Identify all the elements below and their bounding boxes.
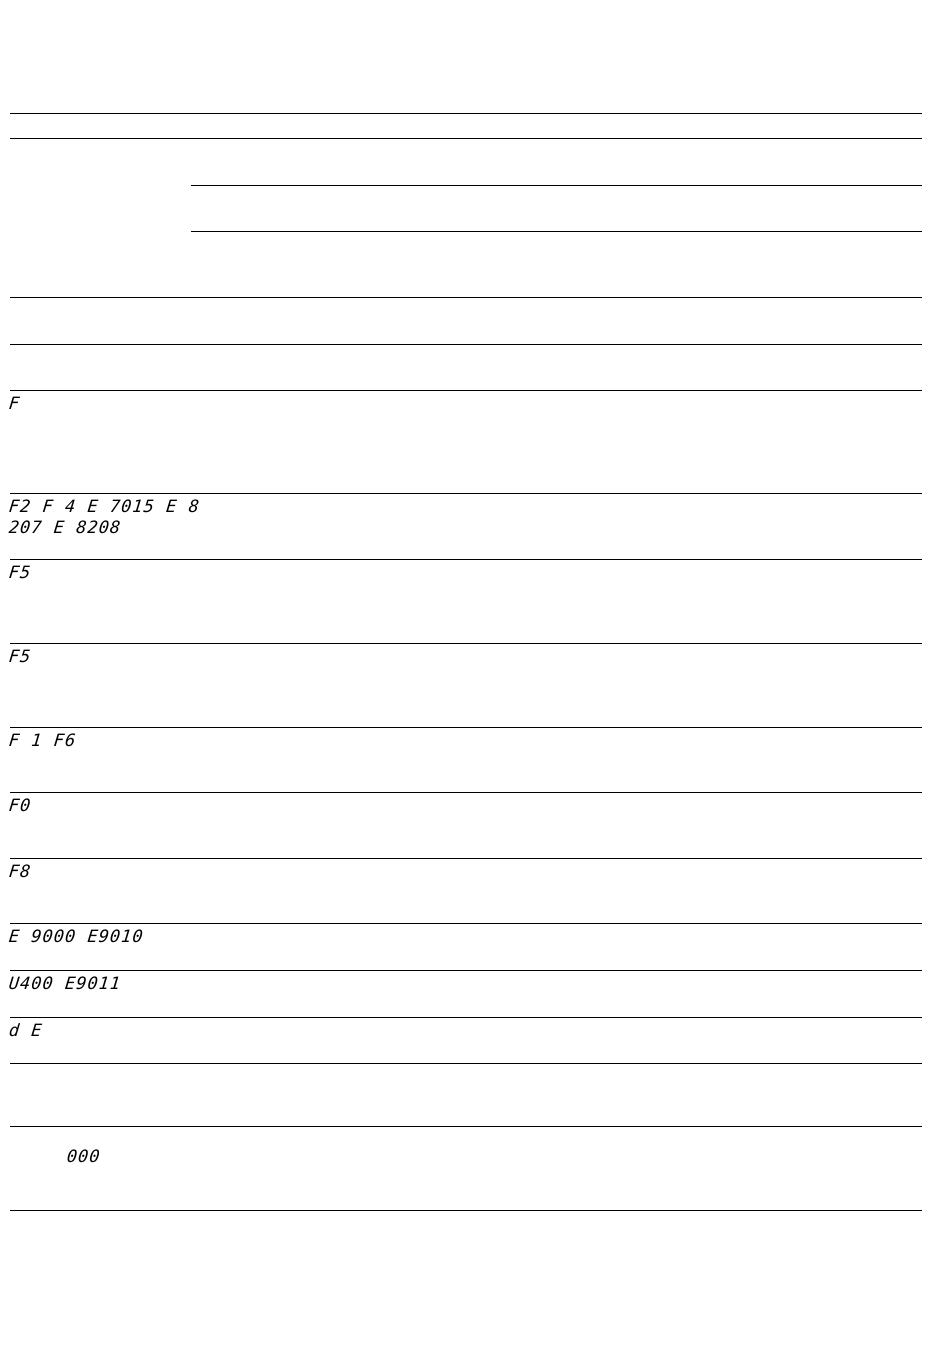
- row-rule: [10, 1017, 922, 1018]
- error-code: F0: [7, 796, 33, 816]
- table-top-rule: [10, 113, 922, 114]
- row-rule: [10, 390, 922, 391]
- row-rule: [10, 1126, 922, 1127]
- row-rule: [10, 344, 922, 345]
- header-rule: [10, 138, 922, 139]
- error-code: F2 F 4 E 7015 E 8: [7, 497, 201, 517]
- error-code: F 1 F6: [7, 731, 78, 751]
- row-rule: [10, 559, 922, 560]
- row-rule: [10, 792, 922, 793]
- error-code: F: [7, 394, 22, 414]
- error-code: 207 E 8208: [7, 518, 123, 538]
- error-code: U400 E9011: [7, 974, 123, 994]
- row-rule: [10, 493, 922, 494]
- sub-rule: [191, 185, 922, 186]
- error-code: d E: [7, 1021, 44, 1041]
- row-rule: [10, 1063, 922, 1064]
- error-code: F8: [7, 862, 33, 882]
- row-rule: [10, 923, 922, 924]
- table-bottom-rule: [10, 1210, 922, 1211]
- error-code: E 9000 E9010: [7, 927, 145, 947]
- error-code: 000: [65, 1147, 102, 1167]
- row-rule: [10, 643, 922, 644]
- row-rule: [10, 858, 922, 859]
- error-code: F5: [7, 563, 33, 583]
- row-rule: [10, 970, 922, 971]
- sub-rule: [191, 231, 922, 232]
- row-rule: [10, 297, 922, 298]
- error-code: F5: [7, 647, 33, 667]
- row-rule: [10, 727, 922, 728]
